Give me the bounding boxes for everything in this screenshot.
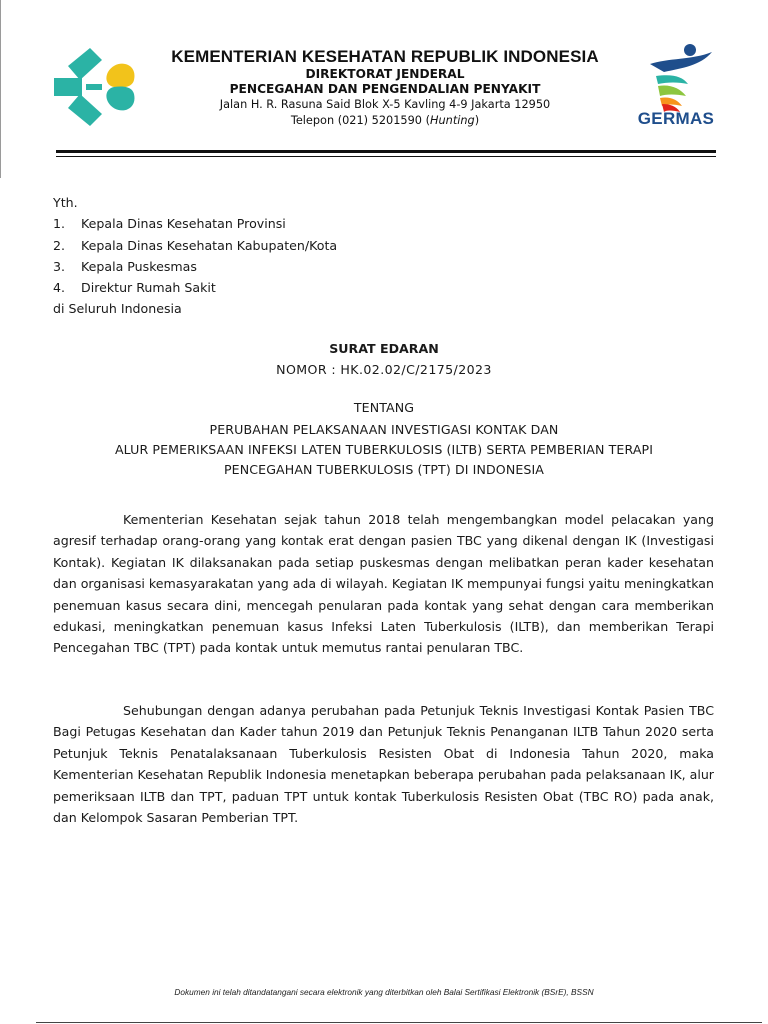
- page-edge-line: [0, 0, 1, 178]
- kemenkes-logo-icon: [50, 44, 142, 130]
- directorate-name: DIREKTORAT JENDERAL: [305, 67, 465, 81]
- letterhead-rule-thin: [56, 156, 716, 157]
- office-phone: Telepon (021) 5201590 (Hunting): [290, 114, 480, 127]
- subject-line: PENCEGAHAN TUBERKULOSIS (TPT) DI INDONESIA: [223, 462, 545, 477]
- document-subject: [0, 398, 768, 480]
- esignature-footer-note: Dokumen ini telah ditandatangani secara elektronik yang diterbitkan oleh Balai Sertifikasi Elektronik (BSrE), BSSN: [174, 987, 594, 997]
- recipient-block: [53, 192, 337, 320]
- body-paragraph-1: Kementerian Kesehatan sejak tahun 2018 telah mengembangkan model pelacakan yang agresif terhadap orang-orang yang kontak erat dengan pasien TBC yang dikenal dengan IK (Investigasi Kontak). Kegiatan IK dilaksanakan pada setiap puskesmas dengan melibatkan peran kader kesehatan dan organisasi kemasyarakatan yang ada di wilayah. Kegiatan IK mempunyai fungsi yaitu meningkatkan penemuan kasus secara dini, mencegah penularan pada kontak yang sehat dengan cara memberikan edukasi, meningkatkan penemuan kasus Infeksi Laten Tuberkulosis (ILTB), dan memberikan Terapi Pencegahan TBC (TPT) pada kontak untuk memutus rantai penularan TBC.: [53, 512, 714, 656]
- subject-line: PERUBAHAN PELAKSANAAN INVESTIGASI KONTAK DAN: [209, 422, 559, 437]
- recipient-item: 1. Kepala Dinas Kesehatan Provinsi: [53, 216, 286, 232]
- ministry-name: KEMENTERIAN KESEHATAN REPUBLIK INDONESIA: [171, 47, 599, 66]
- subject-line: ALUR PEMERIKSAAN INFEKSI LATEN TUBERKULOSIS (ILTB) SERTA PEMBERIAN TERAPI: [114, 442, 654, 457]
- recipient-item: 4. Direktur Rumah Sakit: [53, 280, 216, 296]
- tentang-label: TENTANG: [353, 400, 415, 415]
- recipient-location: di Seluruh Indonesia: [53, 301, 182, 317]
- document-title: SURAT EDARAN: [329, 341, 439, 356]
- recipient-item: 2. Kepala Dinas Kesehatan Kabupaten/Kota: [53, 237, 338, 253]
- recipient-item: 3. Kepala Puskesmas: [53, 258, 197, 274]
- document-number: NOMOR : HK.02.02/C/2175/2023: [276, 362, 492, 377]
- salutation: Yth.: [53, 195, 78, 210]
- letterhead: [140, 46, 630, 129]
- letterhead-rule-thick: [56, 150, 716, 153]
- office-address: Jalan H. R. Rasuna Said Blok X-5 Kavling 4-9 Jakarta 12950: [219, 98, 551, 111]
- body-paragraph-2: Sehubungan dengan adanya perubahan pada Petunjuk Teknis Investigasi Kontak Pasien TBC Bagi Petugas Kesehatan dan Kader tahun 2019 dan Petunjuk Teknis Penanganan ILTB Tahun 2020 serta Petunjuk Teknis Penatalaksanaan Tuberkulosis Resisten Obat di Indonesia Tahun 2020, maka Kementerian Kesehatan Republik Indonesia menetapkan beberapa perubahan pada pelaksanaan IK, alur pemeriksaan ILTB dan TPT, paduan TPT untuk kontak Tuberkulosis Resisten Obat (TBC RO) pada anak, dan Kelompok Sasaran Pemberian TPT.: [53, 703, 714, 826]
- germas-label: GERMAS: [637, 109, 715, 128]
- footer-rule: [36, 1022, 762, 1023]
- division-name: PENCEGAHAN DAN PENGENDALIAN PENYAKIT: [229, 82, 541, 96]
